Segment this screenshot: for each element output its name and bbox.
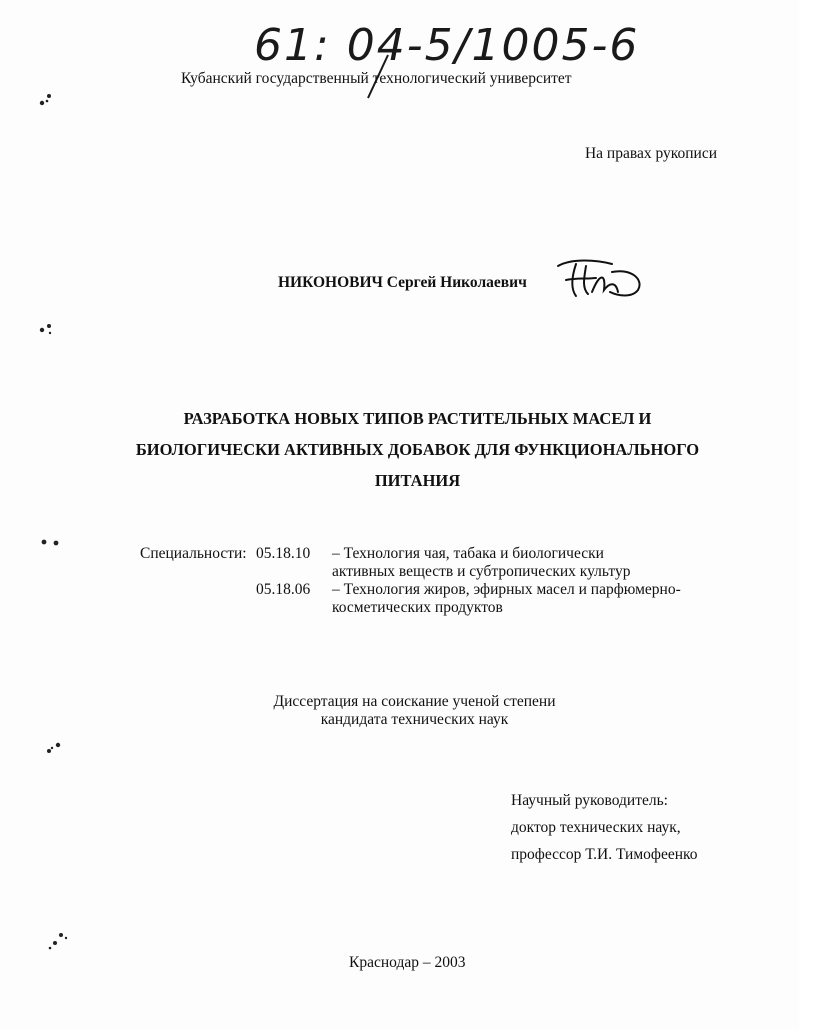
specialty-code: 05.18.10 (256, 545, 311, 562)
city-year: Краснодар – 2003 (349, 954, 466, 971)
specialty-code: 05.18.06 (256, 581, 311, 598)
dissertation-title (0, 403, 835, 496)
author-name: НИКОНОВИЧ Сергей Николаевич (278, 274, 527, 291)
specialty-title: – Технология жиров, эфирных масел и парфюмерно- (332, 581, 681, 598)
advisor-degree: доктор технических наук, (511, 819, 681, 836)
degree-line-2: кандидата технических наук (320, 711, 509, 728)
title-line-2: БИОЛОГИЧЕСКИ АКТИВНЫХ ДОБАВОК ДЛЯ ФУНКЦИОНАЛЬНОГО (135, 440, 700, 459)
svg-text:61: 04-5/1005-6: 61: 04-5/1005-6 (254, 20, 640, 71)
advisor-label: Научный руководитель: (511, 792, 668, 809)
title-line-3: ПИТАНИЯ (374, 471, 461, 490)
specialties-label: Специальности: (140, 545, 247, 562)
author-signature (552, 252, 647, 312)
title-line-1: РАЗРАБОТКА НОВЫХ ТИПОВ РАСТИТЕЛЬНЫХ МАСЕЛ И (183, 409, 652, 428)
manuscript-rights-note: На правах рукописи (584, 145, 717, 162)
specialty-title-continuation: косметических продуктов (332, 599, 503, 616)
degree-line-1: Диссертация на соискание ученой степени (273, 693, 556, 710)
specialty-title: – Технология чая, табака и биологически (332, 545, 604, 562)
advisor-name: профессор Т.И. Тимофеенко (511, 846, 698, 863)
advisor-block (511, 787, 698, 868)
specialty-title-continuation: активных веществ и субтропических культур (332, 563, 631, 580)
university-name: Кубанский государственный технологический университет (181, 70, 572, 87)
degree-statement (232, 693, 597, 729)
